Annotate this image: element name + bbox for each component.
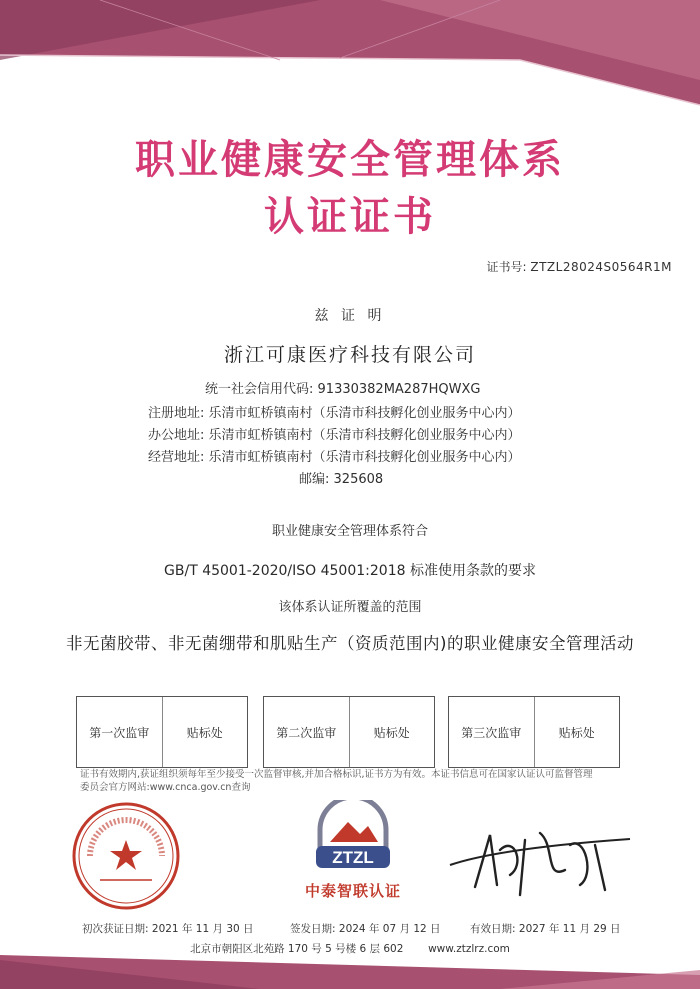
initial-date-row xyxy=(82,921,254,936)
business-address-label: 经营地址: xyxy=(148,450,205,465)
certification-body-name: 中泰智联认证 xyxy=(304,882,401,900)
hereby-certify: 兹 证 明 xyxy=(314,308,386,324)
audit-box-1 xyxy=(76,696,248,768)
credit-code-row xyxy=(205,378,480,397)
signature-icon xyxy=(445,815,635,905)
postcode-value: 325608 xyxy=(333,472,384,487)
sticker-area: 贴标处 xyxy=(534,697,620,767)
credit-code-label: 统一社会信用代码: xyxy=(205,382,314,397)
issue-date-row xyxy=(290,921,441,936)
initial-date-label: 初次获证日期: xyxy=(82,923,149,935)
certification-scope: 非无菌胶带、非无菌绷带和肌贴生产（资质范围内)的职业健康安全管理活动 xyxy=(66,634,634,653)
issue-date-value: 2024 年 07 月 12 日 xyxy=(338,923,441,935)
logo-abbr: ZTZL xyxy=(332,848,374,867)
audit-label: 第二次监审 xyxy=(276,725,337,740)
issue-date-label: 签发日期: xyxy=(290,923,336,935)
certificate-number-value: ZTZL28024S0564R1M xyxy=(530,260,672,274)
certificate-number xyxy=(487,258,673,275)
postcode-label: 邮编: xyxy=(299,472,330,487)
footer-url: www.ztzlrz.com xyxy=(428,943,510,955)
registered-address-label: 注册地址: xyxy=(148,406,205,421)
standard-requirement: GB/T 45001-2020/ISO 45001:2018 标准使用条款的要求 xyxy=(164,563,536,579)
scope-intro: 该体系认证所覆盖的范围 xyxy=(278,600,422,615)
expiry-date-row xyxy=(470,921,621,936)
office-address-value: 乐清市虹桥镇南村（乐清市科技孵化创业服务中心内） xyxy=(208,428,521,443)
office-address-row xyxy=(148,424,521,443)
footer-address: 北京市朝阳区北苑路 170 号 5 号楼 6 层 602 xyxy=(190,943,404,955)
audit-label: 第一次监审 xyxy=(89,725,150,740)
certificate-number-label: 证书号: xyxy=(486,260,527,274)
expiry-date-value: 2027 年 11 月 29 日 xyxy=(518,923,621,935)
sticker-area: 贴标处 xyxy=(349,697,435,767)
initial-date-value: 2021 年 11 月 30 日 xyxy=(151,923,254,935)
audit-box-3 xyxy=(448,696,620,768)
office-address-label: 办公地址: xyxy=(148,428,205,443)
footer xyxy=(0,941,700,956)
postcode-row xyxy=(299,468,383,487)
certificate-title-line2: 认证证书 xyxy=(264,193,436,240)
ztzl-logo-icon xyxy=(308,800,398,880)
company-seal-icon xyxy=(70,800,182,912)
business-address-value: 乐清市虹桥镇南村（乐清市科技孵化创业服务中心内） xyxy=(208,450,521,465)
registered-address-row xyxy=(148,402,521,421)
standard-intro: 职业健康安全管理体系符合 xyxy=(271,524,428,539)
business-address-row xyxy=(148,446,521,465)
certificate-title-line1: 职业健康安全管理体系 xyxy=(135,136,565,183)
sticker-area: 贴标处 xyxy=(162,697,248,767)
expiry-date-label: 有效日期: xyxy=(470,923,516,935)
audit-box-2 xyxy=(263,696,435,768)
company-name: 浙江可康医疗科技有限公司 xyxy=(223,344,476,366)
registered-address-value: 乐清市虹桥镇南村（乐清市科技孵化创业服务中心内） xyxy=(208,406,521,421)
audit-label: 第三次监审 xyxy=(461,725,522,740)
credit-code-value: 91330382MA287HQWXG xyxy=(317,382,481,397)
validity-note: 证书有效期内,获证组织须每年至少接受一次监督审核,并加合格标识,证书方为有效。本证书信息可在国家认证认可监督管理委员会官方网站:www.cnca.gov.cn查询 xyxy=(80,769,593,793)
